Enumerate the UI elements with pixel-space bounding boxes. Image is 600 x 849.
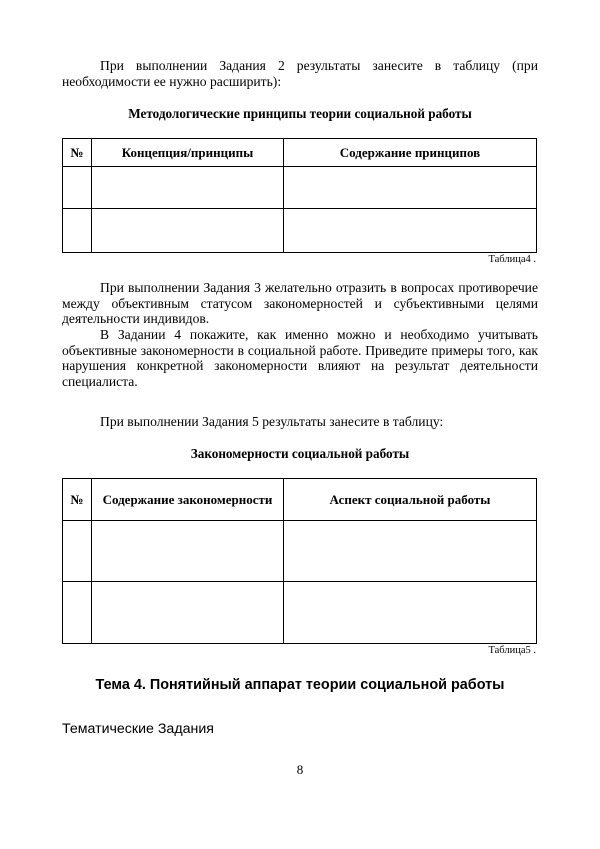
table-row [63, 582, 537, 644]
table5-caption: Таблица5 . [488, 645, 536, 656]
intro-task2-paragraph: При выполнении Задания 2 результаты занесите в таблицу (при необходимости ее нужно расширить): [62, 58, 538, 89]
task4-paragraph: В Задании 4 покажите, как именно можно и необходимо учитывать объективные закономерности в социальной работе. Приведите примеры того, как нарушения конкретной закономерности влияют на результат деятельности специалиста. [62, 327, 538, 389]
thematic-tasks-label: Тематические Задания [62, 721, 214, 737]
table-cell [92, 209, 284, 253]
table-row [63, 167, 537, 209]
table-cell [63, 582, 92, 644]
table4-title: Методологические принципы теории социальной работы [128, 106, 472, 121]
table5-header-number: № [63, 479, 92, 521]
table5-header-content: Содержание закономерности [92, 479, 284, 521]
table-cell [63, 167, 92, 209]
table-row [63, 209, 537, 253]
table4-caption: Таблица4 . [488, 254, 536, 265]
table4-header-number: № [63, 139, 92, 167]
table5-title: Закономерности социальной работы [190, 446, 410, 461]
table5-header-row [63, 479, 537, 521]
table-cell [63, 209, 92, 253]
table5 [62, 478, 537, 644]
table4-header-content: Содержание принципов [284, 139, 537, 167]
table-cell [284, 582, 537, 644]
table-cell [92, 582, 284, 644]
table-cell [92, 521, 284, 582]
table-cell [284, 209, 537, 253]
table4-header-concept: Концепция/принципы [92, 139, 284, 167]
table5-header-aspect: Аспект социальной работы [284, 479, 537, 521]
table-cell [92, 167, 284, 209]
table-cell [284, 167, 537, 209]
table-cell [284, 521, 537, 582]
table-cell [63, 521, 92, 582]
table-row [63, 521, 537, 582]
table4 [62, 138, 537, 253]
task3-paragraph: При выполнении Задания 3 желательно отразить в вопросах противоречие между объективным статусом закономерностей и субъективными целями деятельности индивидов. [62, 280, 538, 326]
table4-header-row [63, 139, 537, 167]
topic-heading: Тема 4. Понятийный аппарат теории социальной работы [95, 677, 505, 693]
task5-paragraph: При выполнении Задания 5 результаты занесите в таблицу: [100, 414, 444, 429]
page-number: 8 [296, 762, 304, 777]
